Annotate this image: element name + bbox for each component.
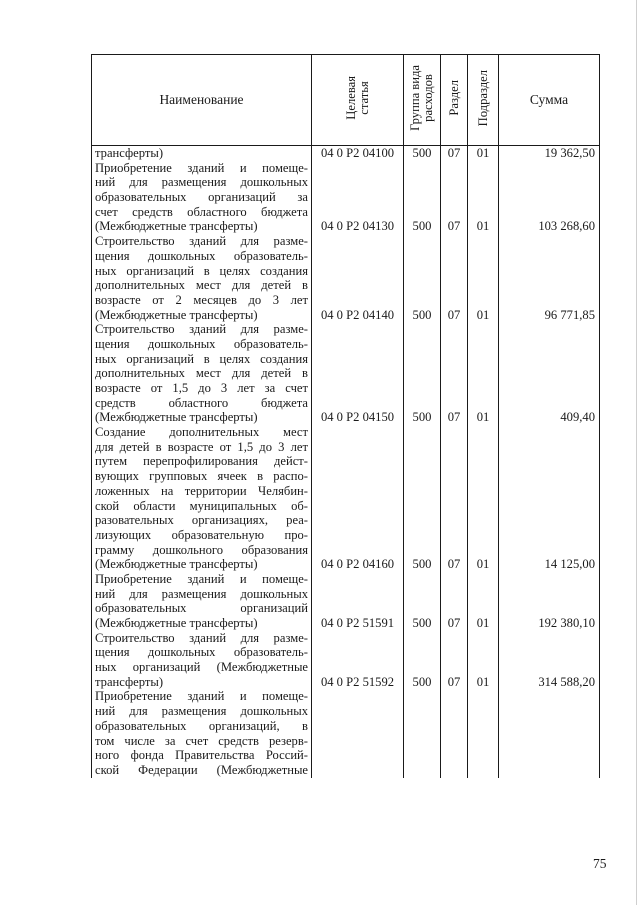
- empty-line: [499, 454, 595, 469]
- empty-line: [468, 528, 498, 543]
- empty-line: [404, 293, 440, 308]
- empty-line: [499, 484, 595, 499]
- empty-line: [404, 175, 440, 190]
- sum-column: [499, 146, 600, 778]
- empty-line: [468, 513, 498, 528]
- name-line: счет средств областного бюджета: [95, 204, 308, 219]
- empty-line: [312, 381, 403, 396]
- name-line: щения дошкольных образователь-: [95, 645, 308, 660]
- empty-line: [404, 278, 440, 293]
- empty-line: [441, 337, 467, 352]
- empty-line: [468, 396, 498, 411]
- empty-line: [468, 352, 498, 367]
- empty-line: [441, 278, 467, 293]
- empty-line: [499, 513, 595, 528]
- row-group: 500: [412, 616, 432, 630]
- empty-line: [468, 293, 498, 308]
- empty-line: [441, 293, 467, 308]
- empty-line: [468, 748, 498, 763]
- row-sum: 409,40: [560, 410, 595, 425]
- empty-line: [468, 161, 498, 176]
- name-line: образовательных организаций за: [95, 190, 308, 205]
- empty-line: [499, 425, 595, 440]
- name-line: (Межбюджетные трансферты): [95, 307, 258, 322]
- row-sum: 314 588,20: [538, 674, 595, 689]
- empty-line: [404, 631, 440, 646]
- page-edge: [636, 0, 637, 905]
- row-sum: 19 362,50: [544, 146, 595, 160]
- empty-line: [468, 381, 498, 396]
- empty-line: [404, 234, 440, 249]
- empty-line: [468, 190, 498, 205]
- empty-line: [499, 499, 595, 514]
- name-line: для детей в возрасте от 1,5 до 3 лет: [95, 439, 308, 454]
- row-group: 500: [412, 146, 432, 160]
- empty-line: [468, 499, 498, 514]
- empty-line: [312, 440, 403, 455]
- empty-line: [441, 645, 467, 660]
- empty-line: [312, 322, 403, 337]
- empty-line: [312, 425, 403, 440]
- empty-line: [499, 396, 595, 411]
- empty-line: [312, 249, 403, 264]
- name-line: Приобретение зданий и помеще-: [95, 160, 308, 175]
- empty-line: [499, 587, 595, 602]
- empty-line: [404, 645, 440, 660]
- empty-line: [499, 763, 595, 778]
- empty-line: [312, 366, 403, 381]
- empty-line: [312, 293, 403, 308]
- empty-line: [404, 322, 440, 337]
- empty-line: [499, 601, 595, 616]
- row-section: 07: [447, 674, 461, 689]
- empty-line: [468, 264, 498, 279]
- name-line: ний для размещения дошкольных: [95, 704, 308, 719]
- empty-line: [404, 440, 440, 455]
- row-section: 07: [447, 146, 461, 160]
- name-line: ных организаций в целях создания: [95, 263, 308, 278]
- name-line: Строительство зданий для разме-: [95, 322, 308, 337]
- empty-line: [441, 763, 467, 778]
- empty-line: [441, 601, 467, 616]
- row-group: 500: [412, 307, 432, 322]
- row-sum: 96 771,85: [544, 307, 595, 322]
- empty-line: [441, 469, 467, 484]
- empty-line: [312, 734, 403, 749]
- empty-line: [441, 543, 467, 558]
- empty-line: [312, 660, 403, 675]
- row-sum: 192 380,10: [538, 616, 595, 630]
- empty-line: [312, 469, 403, 484]
- empty-line: [404, 543, 440, 558]
- empty-line: [468, 704, 498, 719]
- empty-line: [468, 234, 498, 249]
- name-line: щения дошкольных образователь-: [95, 336, 308, 351]
- empty-line: [404, 425, 440, 440]
- name-line: ного фонда Правительства Россий-: [95, 748, 308, 763]
- row-code: 04 0 P2 04140: [320, 307, 395, 322]
- row-subsection: 01: [476, 674, 490, 689]
- empty-line: [499, 190, 595, 205]
- empty-line: [404, 337, 440, 352]
- row-subsection: 01: [476, 616, 490, 630]
- empty-line: [441, 484, 467, 499]
- empty-line: [468, 205, 498, 220]
- empty-line: [312, 513, 403, 528]
- empty-line: [404, 748, 440, 763]
- row-sum: 103 268,60: [538, 219, 595, 234]
- name-line: образовательных организаций, в: [95, 718, 308, 733]
- empty-line: [312, 264, 403, 279]
- empty-line: [441, 425, 467, 440]
- empty-line: [312, 601, 403, 616]
- name-line: трансферты): [95, 146, 164, 160]
- empty-line: [499, 528, 595, 543]
- empty-line: [404, 528, 440, 543]
- empty-line: [468, 249, 498, 264]
- empty-line: [404, 587, 440, 602]
- name-line: ных организаций в целях создания: [95, 351, 308, 366]
- row-subsection: 01: [476, 146, 490, 160]
- empty-line: [312, 689, 403, 704]
- empty-line: [499, 337, 595, 352]
- empty-line: [312, 352, 403, 367]
- empty-line: [499, 469, 595, 484]
- empty-line: [441, 660, 467, 675]
- empty-line: [312, 175, 403, 190]
- row-group: 500: [412, 674, 432, 689]
- empty-line: [441, 748, 467, 763]
- empty-line: [404, 734, 440, 749]
- empty-line: [404, 205, 440, 220]
- empty-line: [441, 249, 467, 264]
- empty-line: [404, 719, 440, 734]
- empty-line: [404, 601, 440, 616]
- empty-line: [468, 337, 498, 352]
- empty-line: [404, 264, 440, 279]
- name-line: ний для размещения дошкольных: [95, 586, 308, 601]
- empty-line: [441, 322, 467, 337]
- row-subsection: 01: [476, 307, 490, 322]
- name-line: Приобретение зданий и помеще-: [95, 689, 308, 704]
- row-code: 04 0 P2 51591: [320, 616, 395, 630]
- subsection-column: [468, 146, 499, 778]
- empty-line: [404, 161, 440, 176]
- empty-line: [404, 249, 440, 264]
- empty-line: [499, 161, 595, 176]
- name-line: ний для размещения дошкольных: [95, 175, 308, 190]
- name-line: Приобретение зданий и помеще-: [95, 571, 308, 586]
- header-target-article: Целевая статья: [312, 55, 404, 146]
- table-header-row: [92, 55, 600, 146]
- empty-line: [499, 381, 595, 396]
- budget-table: [91, 54, 600, 778]
- empty-line: [499, 293, 595, 308]
- empty-line: [441, 734, 467, 749]
- table-body-row: [92, 146, 600, 778]
- empty-line: [499, 719, 595, 734]
- empty-line: [468, 572, 498, 587]
- empty-line: [468, 645, 498, 660]
- empty-line: [312, 454, 403, 469]
- group-column: [404, 146, 441, 778]
- empty-line: [499, 366, 595, 381]
- empty-line: [404, 704, 440, 719]
- row-subsection: 01: [476, 557, 490, 572]
- empty-line: [468, 469, 498, 484]
- empty-line: [441, 513, 467, 528]
- empty-line: [441, 396, 467, 411]
- name-line: том числе за счет средств резерв-: [95, 733, 308, 748]
- name-line: возрасте от 1,5 до 3 лет за счет: [95, 381, 308, 395]
- name-line: вующих групповых ячеек в распо-: [95, 469, 308, 484]
- empty-line: [499, 631, 595, 646]
- empty-line: [499, 645, 595, 660]
- empty-line: [404, 572, 440, 587]
- empty-line: [499, 352, 595, 367]
- empty-line: [404, 763, 440, 778]
- empty-line: [468, 587, 498, 602]
- empty-line: [441, 205, 467, 220]
- empty-line: [499, 440, 595, 455]
- empty-line: [312, 645, 403, 660]
- empty-line: [441, 528, 467, 543]
- name-line: дополнительных мест для детей в: [95, 278, 308, 293]
- row-group: 500: [412, 557, 432, 572]
- name-column: [92, 146, 312, 778]
- empty-line: [499, 234, 595, 249]
- empty-line: [499, 322, 595, 337]
- name-line: (Межбюджетные трансферты): [95, 410, 258, 425]
- empty-line: [312, 190, 403, 205]
- name-line: ложенных на территории Челябин-: [95, 483, 308, 498]
- row-code: 04 0 P2 04160: [320, 557, 395, 572]
- code-column: [312, 146, 404, 778]
- empty-line: [468, 440, 498, 455]
- empty-line: [312, 528, 403, 543]
- empty-line: [468, 278, 498, 293]
- row-section: 07: [447, 616, 461, 630]
- empty-line: [441, 719, 467, 734]
- empty-line: [312, 631, 403, 646]
- empty-line: [312, 396, 403, 411]
- empty-line: [499, 543, 595, 558]
- row-code: 04 0 P2 04100: [320, 146, 395, 160]
- name-line: Создание дополнительных мест: [95, 425, 308, 440]
- name-line: средств областного бюджета: [95, 395, 308, 410]
- name-line: лизующих образовательную про-: [95, 527, 308, 542]
- row-sum: 14 125,00: [544, 557, 595, 572]
- name-line: путем перепрофилирования дейст-: [95, 454, 308, 469]
- empty-line: [499, 264, 595, 279]
- empty-line: [468, 175, 498, 190]
- empty-line: [404, 689, 440, 704]
- row-code: 04 0 P2 04150: [320, 410, 395, 425]
- empty-line: [441, 704, 467, 719]
- empty-line: [441, 366, 467, 381]
- empty-line: [499, 660, 595, 675]
- empty-line: [499, 278, 595, 293]
- empty-line: [312, 234, 403, 249]
- row-code: 04 0 P2 51592: [320, 674, 395, 689]
- empty-line: [312, 484, 403, 499]
- header-subsection: Подраздел: [468, 55, 499, 146]
- empty-line: [499, 748, 595, 763]
- header-expense-group: Группа вида расходов: [404, 55, 441, 146]
- empty-line: [441, 572, 467, 587]
- empty-line: [312, 572, 403, 587]
- empty-line: [499, 175, 595, 190]
- name-line: ской области муниципальных об-: [95, 498, 308, 513]
- row-subsection: 01: [476, 219, 490, 234]
- section-column: [441, 146, 468, 778]
- name-line: трансферты): [95, 674, 164, 689]
- empty-line: [404, 454, 440, 469]
- empty-line: [468, 734, 498, 749]
- name-line: разовательных организациях, реа-: [95, 513, 308, 528]
- empty-line: [468, 689, 498, 704]
- empty-line: [468, 631, 498, 646]
- empty-line: [404, 190, 440, 205]
- empty-line: [441, 190, 467, 205]
- empty-line: [312, 748, 403, 763]
- name-line: возрасте от 2 месяцев до 3 лет: [95, 292, 308, 307]
- empty-line: [404, 352, 440, 367]
- empty-line: [404, 499, 440, 514]
- row-section: 07: [447, 410, 461, 425]
- empty-line: [441, 234, 467, 249]
- empty-line: [312, 587, 403, 602]
- name-line: грамму дошкольного образования: [95, 542, 308, 557]
- empty-line: [468, 763, 498, 778]
- empty-line: [441, 631, 467, 646]
- empty-line: [441, 440, 467, 455]
- name-line: (Межбюджетные трансферты): [95, 557, 258, 572]
- name-line: образовательных организаций: [95, 601, 308, 616]
- name-line: дополнительных мест для детей в: [95, 366, 308, 381]
- empty-line: [499, 704, 595, 719]
- empty-line: [404, 381, 440, 396]
- empty-line: [312, 278, 403, 293]
- header-section: Раздел: [441, 55, 468, 146]
- empty-line: [468, 660, 498, 675]
- empty-line: [312, 543, 403, 558]
- empty-line: [404, 366, 440, 381]
- empty-line: [499, 734, 595, 749]
- empty-line: [468, 322, 498, 337]
- name-line: щения дошкольных образователь-: [95, 248, 308, 263]
- empty-line: [312, 719, 403, 734]
- empty-line: [312, 205, 403, 220]
- empty-line: [312, 763, 403, 778]
- empty-line: [441, 689, 467, 704]
- name-line: ных организаций (Межбюджетные: [95, 660, 308, 675]
- empty-line: [441, 264, 467, 279]
- empty-line: [404, 469, 440, 484]
- empty-line: [441, 587, 467, 602]
- empty-line: [441, 352, 467, 367]
- empty-line: [404, 513, 440, 528]
- empty-line: [468, 484, 498, 499]
- empty-line: [499, 249, 595, 264]
- empty-line: [441, 499, 467, 514]
- page-number: 75: [593, 856, 607, 871]
- empty-line: [441, 161, 467, 176]
- name-line: (Межбюджетные трансферты): [95, 219, 258, 234]
- row-section: 07: [447, 307, 461, 322]
- row-section: 07: [447, 557, 461, 572]
- row-group: 500: [412, 219, 432, 234]
- empty-line: [499, 205, 595, 220]
- empty-line: [468, 543, 498, 558]
- empty-line: [312, 704, 403, 719]
- name-line: Строительство зданий для разме-: [95, 234, 308, 249]
- empty-line: [468, 719, 498, 734]
- row-group: 500: [412, 410, 432, 425]
- empty-line: [441, 454, 467, 469]
- header-sum: Сумма: [499, 55, 600, 146]
- header-name: Наименование: [92, 55, 312, 146]
- empty-line: [468, 366, 498, 381]
- row-subsection: 01: [476, 410, 490, 425]
- row-section: 07: [447, 219, 461, 234]
- name-line: (Межбюджетные трансферты): [95, 616, 258, 630]
- empty-line: [404, 396, 440, 411]
- empty-line: [312, 161, 403, 176]
- name-line: Строительство зданий для разме-: [95, 630, 308, 645]
- empty-line: [468, 601, 498, 616]
- empty-line: [499, 572, 595, 587]
- empty-line: [441, 381, 467, 396]
- empty-line: [499, 689, 595, 704]
- row-code: 04 0 P2 04130: [320, 219, 395, 234]
- empty-line: [468, 454, 498, 469]
- empty-line: [404, 660, 440, 675]
- name-line: ской Федерации (Межбюджетные: [95, 762, 308, 777]
- empty-line: [468, 425, 498, 440]
- empty-line: [312, 499, 403, 514]
- empty-line: [312, 337, 403, 352]
- empty-line: [404, 484, 440, 499]
- empty-line: [441, 175, 467, 190]
